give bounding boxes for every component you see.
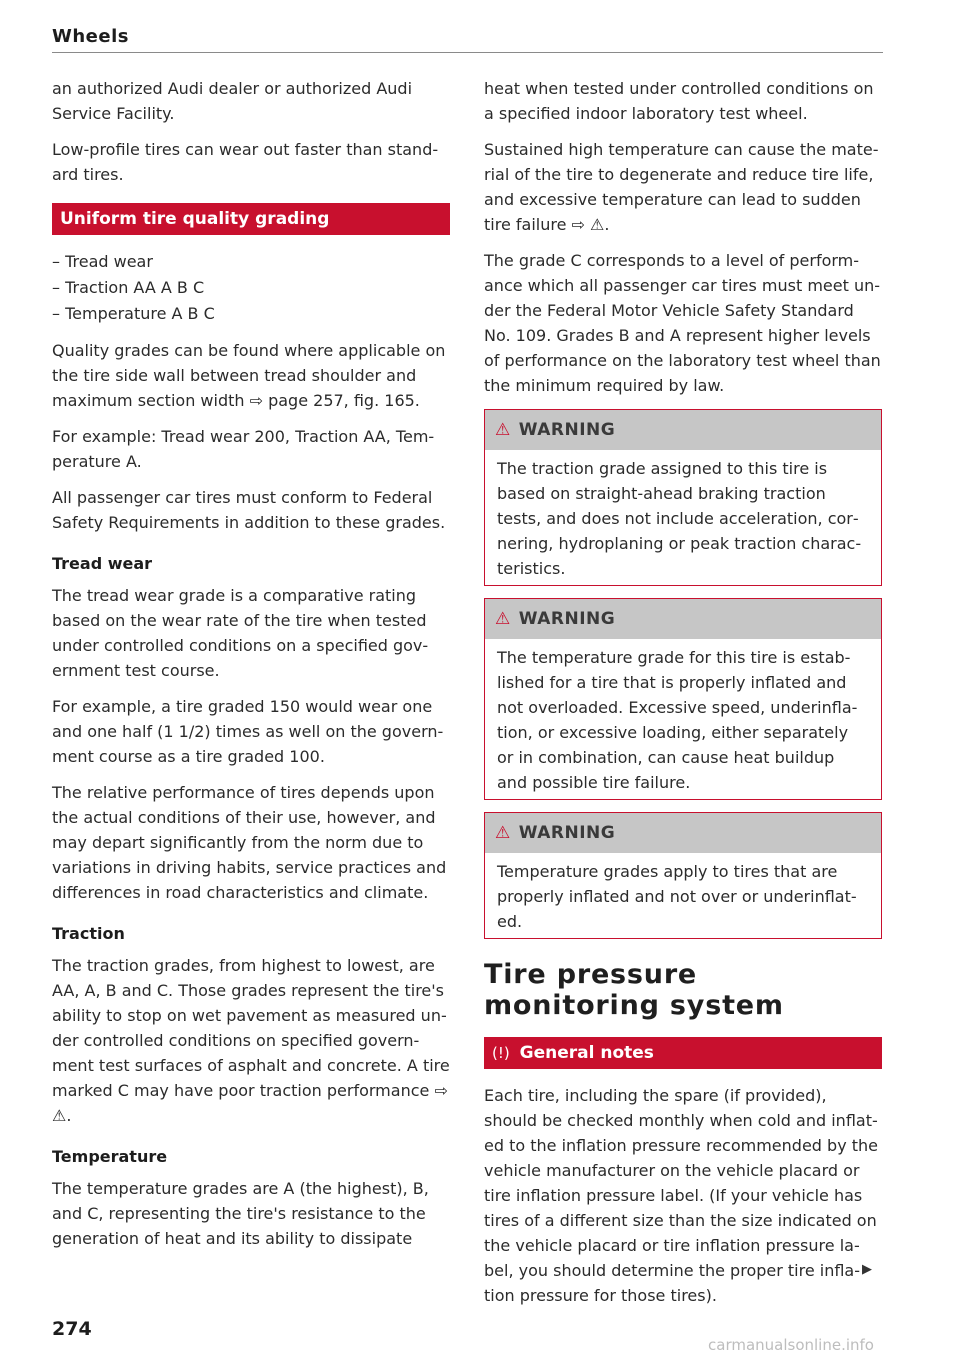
warning-title: WARNING (518, 420, 616, 440)
continue-arrow-icon: ▶ (862, 1262, 872, 1277)
section-heading-general-notes (484, 1037, 882, 1069)
paragraph: The temperature grades are A (the highest), B, and C, representing the tire's resistance to the generation of heat and its ability to dissipate (52, 1179, 429, 1248)
watermark: carmanualsonline.info (708, 1336, 874, 1354)
section-heading-text: General notes (519, 1043, 654, 1063)
section-heading-uniform-tire-quality: Uniform tire quality grading (52, 203, 450, 235)
paragraph: All passenger car tires must conform to Federal Safety Requirements in addition to these grades. (52, 488, 446, 532)
paragraph: an authorized Audi dealer or authorized Audi Service Facility. (52, 79, 413, 123)
example-paragraph: For example: Tread wear 200, Traction AA, Temperature A. (52, 427, 435, 471)
paragraph: The relative performance of tires depends upon the actual conditions of their use, however, and may depart significantly from the norm due to variations in driving habits, service practices and differences in road characteristics and climate. (52, 783, 447, 902)
warning-triangle-icon: ⚠ (495, 823, 511, 843)
warning-title: WARNING (518, 823, 616, 843)
heading-traction: Traction (52, 924, 125, 943)
paragraph: Quality grades can be found where applicable on the tire side wall between tread shoulder and maximum section width ⇨ page 257, fig. 165. (52, 341, 446, 410)
list-item: – Temperature A B C (52, 304, 215, 323)
warning-box (484, 598, 882, 800)
paragraph: For example, a tire graded 150 would wear one and one half (1 1/2) times as well on the government course as a tire graded 100. (52, 697, 444, 766)
right-column (484, 76, 882, 1319)
warning-triangle-icon: ⚠ (495, 609, 511, 629)
list-item: – Traction AA A B C (52, 278, 205, 297)
warning-box (484, 812, 882, 939)
page-number: 274 (52, 1318, 92, 1340)
paragraph: The tread wear grade is a comparative rating based on the wear rate of the tire when tested under controlled conditions on a specified government test course. (52, 586, 429, 680)
grade-list (52, 249, 450, 327)
warning-text: The traction grade assigned to this tire is based on straight-ahead braking traction tests, and does not include acceleration, cornering, hydroplaning or peak traction characteristics. (497, 459, 862, 578)
paragraph: heat when tested under controlled conditions on a specified indoor laboratory test wheel. (484, 79, 874, 123)
caution-circle-icon: (!) (492, 1044, 510, 1062)
warning-text: The temperature grade for this tire is established for a tire that is properly inflated and not overloaded. Excessive speed, underinflation, or excessive loading, either separately or in combination, can cause heat buildup and possible tire failure. (497, 648, 858, 792)
warning-header (485, 410, 881, 450)
paragraph: The traction grades, from highest to lowest, are AA, A, B and C. Those grades represent the tire's ability to stop on wet pavement as measured under controlled conditions on specified government test surfaces of asphalt and concrete. A tire marked C may have poor traction performance ⇨ ⚠. (52, 956, 450, 1125)
header-title: Wheels (52, 26, 129, 47)
running-header (52, 24, 883, 53)
warning-title: WARNING (518, 609, 616, 629)
heading-temperature: Temperature (52, 1147, 168, 1166)
warning-header (485, 813, 881, 853)
warning-text: Temperature grades apply to tires that are properly inflated and not over or underinflated. (497, 862, 857, 931)
chapter-title-tire-pressure-monitoring: Tire pressure monitoring system (484, 959, 784, 1021)
paragraph: Low-profile tires can wear out faster than standard tires. (52, 140, 439, 184)
warning-header (485, 599, 881, 639)
paragraph: The grade C corresponds to a level of performance which all passenger car tires must meet under the Federal Motor Vehicle Safety Standard No. 109. Grades B and A represent higher levels of performance on the laboratory test wheel than the minimum required by law. (484, 251, 881, 395)
heading-tread-wear: Tread wear (52, 554, 153, 573)
paragraph: Each tire, including the spare (if provided), should be checked monthly when cold and inflated to the inflation pressure recommended by the vehicle manufacturer on the vehicle placard or tire inflation pressure label. (If your vehicle has tires of a different size than the size indicated on the vehicle placard or tire inflation pressure label, you should determine the proper tire inflation pressure for those tires). (484, 1086, 878, 1305)
paragraph: Sustained high temperature can cause the material of the tire to degenerate and reduce tire life, and excessive temperature can lead to sudden tire failure ⇨ ⚠. (484, 140, 879, 234)
list-item: – Tread wear (52, 252, 153, 271)
warning-box (484, 409, 882, 586)
left-column (52, 76, 450, 1262)
warning-triangle-icon: ⚠ (495, 420, 511, 440)
